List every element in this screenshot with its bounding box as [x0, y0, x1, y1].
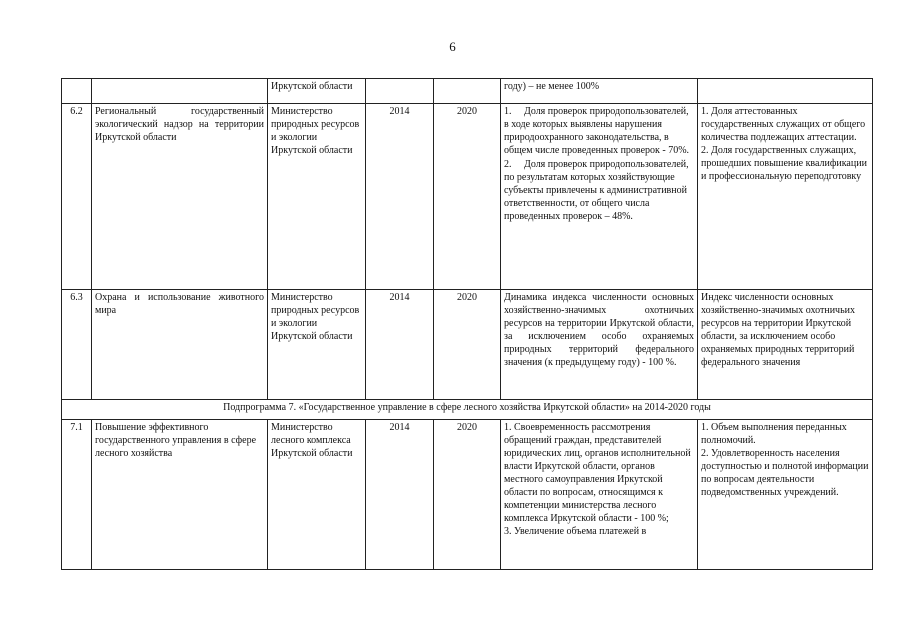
- list-item: 2. Удовлетворенность населения доступностью и полнотой информации по вопросам деятельности подведомственных учреждений.: [701, 448, 869, 498]
- cell-end: 2020: [434, 420, 501, 570]
- list-item: 1. Доля проверок природопользователей, в ходе которых выявлены нарушения природоохранного законодательства, в общем числе проведенных проверок - 70%.: [504, 106, 690, 156]
- cell-start: [366, 79, 434, 104]
- cell-executor: Иркутской области: [268, 79, 366, 104]
- cell-effect: году) – не менее 100%: [501, 79, 698, 104]
- list-item: 2. Доля государственных служащих, прошедших повышение квалификации и профессиональную переподготовку: [701, 145, 867, 182]
- table-row: [62, 79, 873, 104]
- cell-executor: Министерство природных ресурсов и экологии Иркутской области: [268, 290, 366, 400]
- cell-executor: Министерство природных ресурсов и экологии Иркутской области: [268, 104, 366, 290]
- list-item: 1. Доля аттестованных государственных служащих от общего количества подлежащих аттестации.: [701, 106, 866, 143]
- cell-end: [434, 79, 501, 104]
- cell-executor: Министерство лесного комплекса Иркутской области: [268, 420, 366, 570]
- cell-name: Охрана и использование животного мира: [92, 290, 268, 400]
- cell-num: 7.1: [62, 420, 92, 570]
- cell-effect: [501, 104, 698, 290]
- cell-name: [92, 79, 268, 104]
- cell-start: 2014: [366, 290, 434, 400]
- cell-effect: [501, 420, 698, 570]
- cell-start: 2014: [366, 104, 434, 290]
- cell-name: Повышение эффективного государственного управления в сфере лесного хозяйства: [92, 420, 268, 570]
- program-table: [61, 78, 873, 570]
- table-row: [62, 290, 873, 400]
- table-row: [62, 420, 873, 570]
- subprogram-row: [62, 400, 873, 420]
- cell-num: 6.2: [62, 104, 92, 290]
- cell-num: 6.3: [62, 290, 92, 400]
- table-row: [62, 104, 873, 290]
- cell-indicators: Индекс численности основных хозяйственно-значимых охотничьих ресурсов на территории Иркутской области, за исключением особо охраняемых природных территорий федерального значения: [698, 290, 873, 400]
- list-item: 2. Доля проверок природопользователей, по результатам которых хозяйствующие субъекты привлечены к административной ответственности, от общего числа проведенных проверок – 48%.: [504, 159, 689, 222]
- list-item: 3. Увеличение объема платежей в: [504, 526, 647, 537]
- cell-start: 2014: [366, 420, 434, 570]
- subprogram-title: Подпрограмма 7. «Государственное управление в сфере лесного хозяйства Иркутской области» на 2014-2020 годы: [62, 400, 873, 420]
- list-item: 1. Объем выполнения переданных полномочий.: [701, 422, 847, 446]
- cell-indicators: [698, 104, 873, 290]
- cell-end: 2020: [434, 104, 501, 290]
- list-item: 1. Своевременность рассмотрения обращений граждан, представителей юридических лиц, органов исполнительной власти Иркутской области, органов местного самоуправления Иркутской области по вопросам, относящимся к компетенции министерства лесного комплекса Иркутской области - 100 %;: [504, 422, 691, 524]
- cell-indicators: [698, 79, 873, 104]
- cell-indicators: [698, 420, 873, 570]
- cell-effect: Динамика индекса численности основных хозяйственно-значимых охотничьих ресурсов на территории Иркутской области, за исключением особо охраняемых природных территорий федерального значения (к предыдущему году) - 100 %.: [501, 290, 698, 400]
- page-number: 6: [449, 39, 456, 54]
- cell-num: [62, 79, 92, 104]
- cell-name: Региональный государственный экологический надзор на территории Иркутской области: [92, 104, 268, 290]
- cell-end: 2020: [434, 290, 501, 400]
